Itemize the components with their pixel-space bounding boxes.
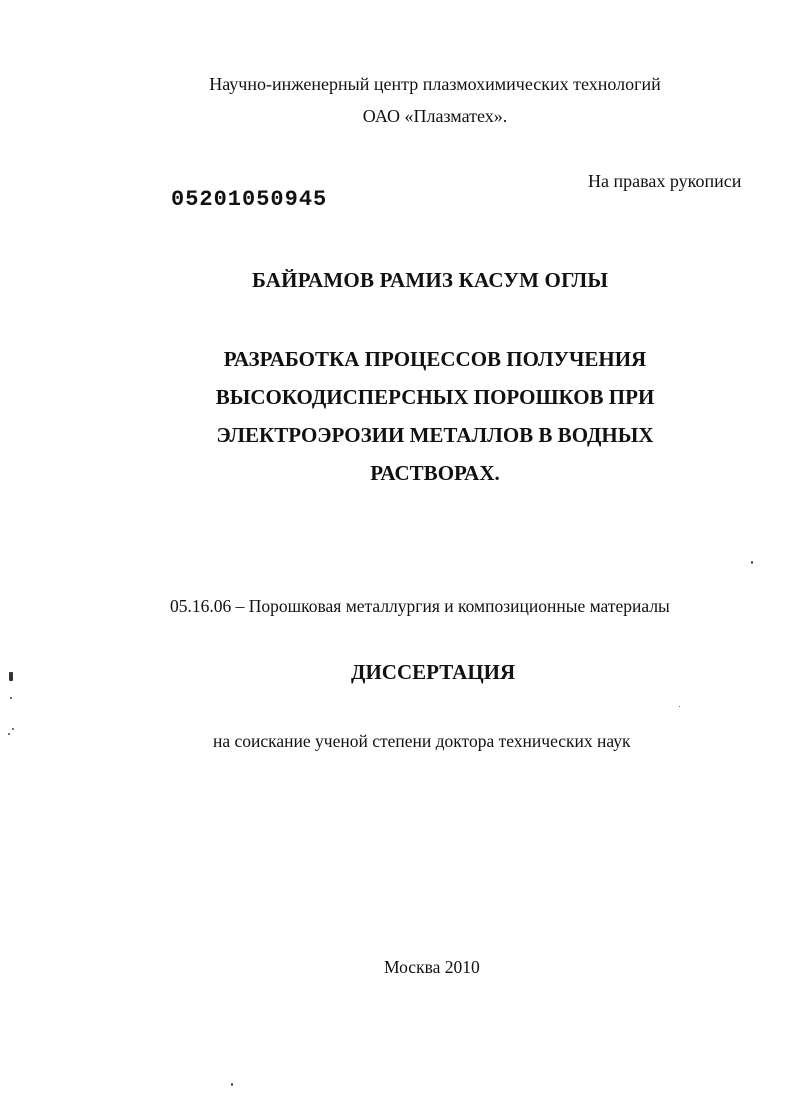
scan-speck — [231, 1083, 233, 1086]
title-line: ЭЛЕКТРОЭРОЗИИ МЕТАЛЛОВ В ВОДНЫХ — [216, 423, 654, 447]
rights-note: На правах рукописи — [588, 171, 742, 191]
author-name: БАЙРАМОВ РАМИЗ КАСУМ ОГЛЫ — [252, 268, 609, 292]
scan-speck — [10, 697, 12, 699]
organization-name: Научно-инженерный центр плазмохимических технологий — [209, 74, 661, 94]
catalog-code: 05201050945 — [171, 187, 328, 212]
scan-speck — [679, 706, 680, 707]
scan-speck — [9, 672, 13, 681]
document-type: ДИССЕРТАЦИЯ — [351, 660, 516, 684]
title-line: РАСТВОРАХ. — [370, 461, 500, 485]
dissertation-title — [180, 340, 690, 492]
place-year: Москва 2010 — [384, 957, 480, 977]
degree-line: на соискание ученой степени доктора технических наук — [213, 731, 631, 751]
scan-speck — [751, 561, 753, 564]
company-name: ОАО «Плазматех». — [362, 106, 508, 126]
scan-speck — [8, 733, 10, 735]
scan-speck — [12, 728, 14, 730]
specialty-code: 05.16.06 – Порошковая металлургия и композиционные материалы — [170, 596, 670, 616]
title-line: ВЫСОКОДИСПЕРСНЫХ ПОРОШКОВ ПРИ — [215, 385, 655, 409]
title-line: РАЗРАБОТКА ПРОЦЕССОВ ПОЛУЧЕНИЯ — [223, 347, 647, 371]
